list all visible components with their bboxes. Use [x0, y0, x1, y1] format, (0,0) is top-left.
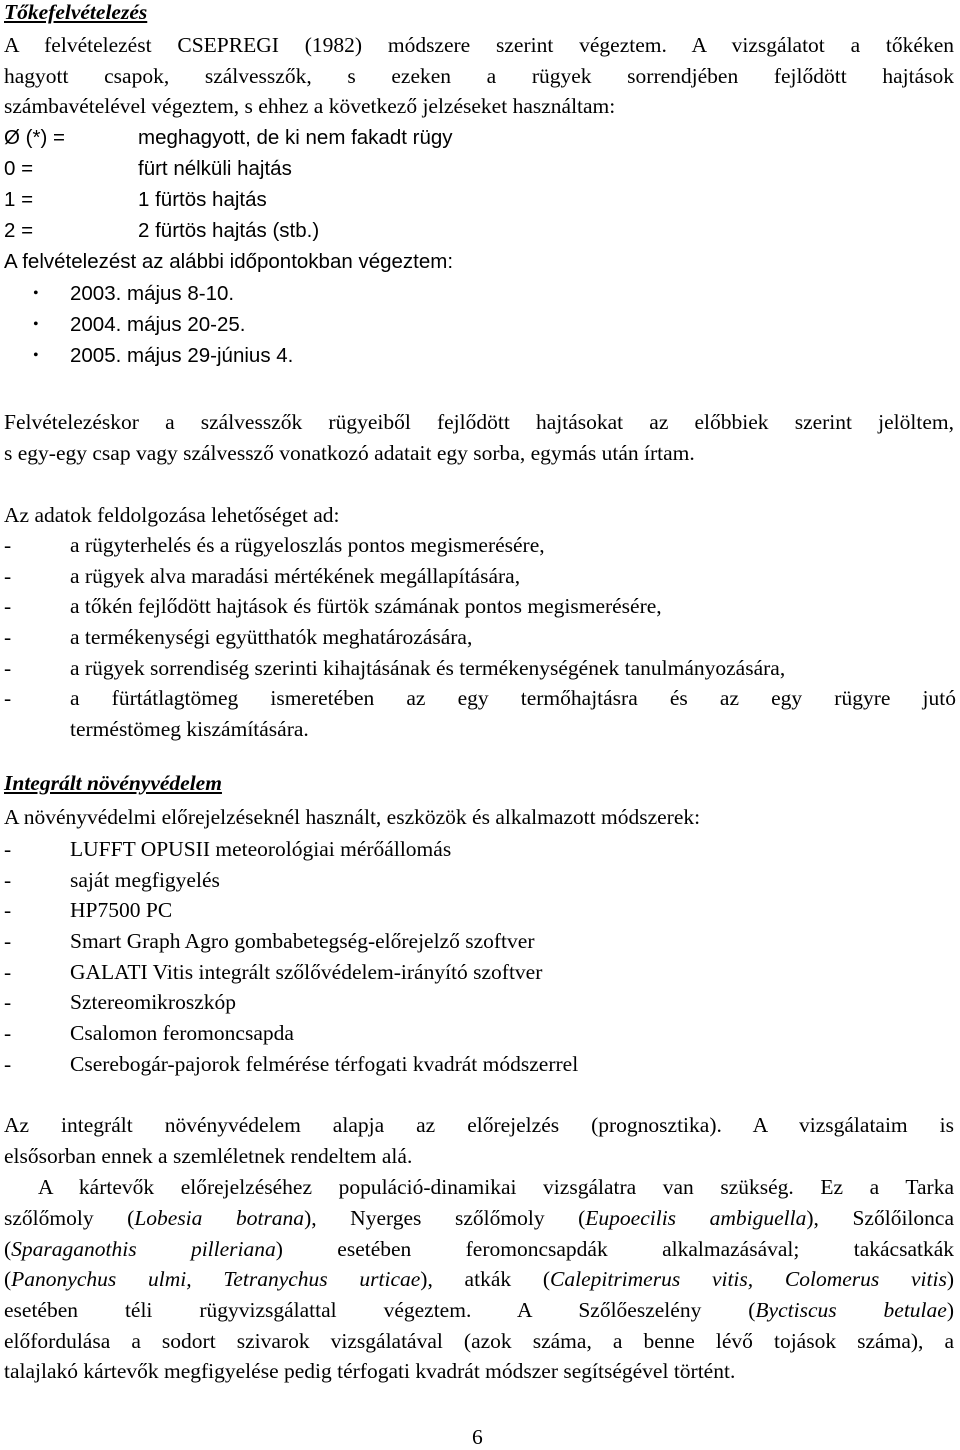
processing-item: a termékenységi együtthatók meghatározására,: [70, 625, 473, 649]
intro-line-1: A felvételezést CSEPREGI (1982) módszere szerint végeztem. A vizsgálatot a tőkéken: [4, 33, 954, 57]
code-meaning: 1 fürtös hajtás: [138, 188, 267, 211]
tool-item: HP7500 PC: [70, 898, 173, 922]
tool-item: GALATI Vitis integrált szőlővédelem-irányító szoftver: [70, 960, 543, 984]
tool-item: Cserebogár-pajorok felmérése térfogati kvadrát módszerrel: [70, 1052, 579, 1076]
processing-item: a tőkén fejlődött hajtások és fürtök számának pontos megismerésére,: [70, 594, 662, 618]
date-item: 2003. május 8-10.: [70, 282, 235, 305]
text-run: ): [946, 1267, 954, 1291]
code-row: [4, 219, 319, 243]
species-name: Panonychus ulmi, Tetranychus urticae: [11, 1267, 421, 1291]
tool-item: saját megfigyelés: [70, 868, 220, 892]
processing-item: a rügyterhelés és a rügyeloszlás pontos megismerésére,: [70, 533, 545, 557]
bullet-icon: •: [33, 347, 39, 364]
code-row: [4, 188, 267, 212]
ipm-para2-line-2: [4, 1206, 954, 1231]
tool-item: Sztereomikroszkóp: [70, 990, 236, 1014]
species-name: Byctiscus betulae: [755, 1298, 947, 1322]
code-meaning: fürt nélküli hajtás: [138, 157, 292, 180]
ipm-para1-line-2: elsősorban ennek a szemléletnek rendeltem alá.: [4, 1144, 413, 1168]
processing-intro: Az adatok feldolgozása lehetőséget ad:: [4, 503, 340, 527]
species-name: Sparaganothis pilleriana: [11, 1237, 276, 1261]
text-run: ), Szőlőilonca: [806, 1206, 954, 1230]
section-heading-tokefelvetelezes: Tőkefelvételezés: [4, 0, 148, 24]
text-run: ), atkák (: [420, 1267, 551, 1291]
bullet-icon: •: [33, 285, 39, 302]
species-name: Lobesia botrana: [134, 1206, 305, 1230]
para2-line-1: Felvételezéskor a szálvesszők rügyeiből fejlődött hajtásokat az előbbiek szerint jelöltem,: [4, 410, 954, 434]
dash-marker: -: [4, 1052, 12, 1076]
dash-marker: -: [4, 898, 12, 922]
dash-marker: -: [4, 594, 12, 618]
ipm-para2-line-4: [4, 1267, 954, 1292]
dash-marker: -: [4, 868, 12, 892]
ipm-para2-line-3: [4, 1237, 954, 1262]
ipm-para2-line-6: előfordulása a sodort szivarok vizsgálatával (azok száma, a benne lévő tojások száma), a: [4, 1329, 954, 1353]
ipm-para2-line-1: A kártevők előrejelzéséhez populáció-dinamikai vizsgálatra van szükség. Ez a Tarka: [38, 1175, 954, 1199]
dates-intro: A felvételezést az alábbi időpontokban végeztem:: [4, 250, 454, 273]
dash-marker: -: [4, 837, 12, 861]
dash-marker: -: [4, 533, 12, 557]
date-item: 2004. május 20-25.: [70, 313, 246, 336]
para2-line-2: s egy-egy csap vagy szálvessző vonatkozó adatait egy sorba, egymás után írtam.: [4, 441, 695, 465]
intro-line-2: hagyott csapok, szálvesszők, s ezeken a rügyek sorrendjében fejlődött hajtások: [4, 64, 954, 88]
dash-marker: -: [4, 1021, 12, 1045]
dash-marker: -: [4, 656, 12, 680]
intro-line-3: számbavételével végeztem, s ehhez a következő jelzéseket használtam:: [4, 94, 616, 118]
ipm-para2-line-5: [4, 1298, 954, 1323]
dash-marker: -: [4, 929, 12, 953]
text-run: esetében téli rügyvizsgálattal végeztem. A Szőlőeszelény (: [4, 1298, 756, 1322]
tool-item: LUFFT OPUSII meteorológiai mérőállomás: [70, 837, 452, 861]
code-meaning: 2 fürtös hajtás (stb.): [138, 219, 320, 242]
dash-marker: -: [4, 625, 12, 649]
text-run: ) esetében feromoncsapdák alkalmazásával; takácsatkák: [275, 1237, 955, 1261]
ipm-para2-line-7: talajlakó kártevők megfigyelése pedig térfogati kvadrát módszer segítségével történt.: [4, 1359, 736, 1383]
code-symbol: Ø (*) =: [4, 126, 65, 149]
code-meaning: meghagyott, de ki nem fakadt rügy: [138, 126, 453, 149]
processing-item-cont: terméstömeg kiszámítására.: [70, 717, 309, 741]
text-run: (: [4, 1267, 12, 1291]
species-name: Eupoecilis ambiguella: [585, 1206, 807, 1230]
code-row: [4, 126, 453, 150]
dash-marker: -: [4, 960, 12, 984]
dash-marker: -: [4, 564, 12, 588]
code-symbol: 0 =: [4, 157, 34, 180]
processing-item: a rügyek alva maradási mértékének megállapítására,: [70, 564, 521, 588]
tool-item: Smart Graph Agro gombabetegség-előrejelző szoftver: [70, 929, 535, 953]
text-run: (: [4, 1237, 12, 1261]
dash-marker: -: [4, 686, 12, 710]
text-run: ): [946, 1298, 954, 1322]
processing-item: a fürtátlagtömeg ismeretében az egy termőhajtásra és az egy rügyre jutó: [70, 686, 956, 710]
text-run: ), Nyerges szőlőmoly (: [304, 1206, 586, 1230]
processing-item: a rügyek sorrendiség szerinti kihajtásának és termékenységének tanulmányozására,: [70, 656, 786, 680]
code-row: [4, 157, 292, 181]
code-symbol: 2 =: [4, 219, 34, 242]
page-number: 6: [472, 1425, 483, 1449]
tool-item: Csalomon feromoncsapda: [70, 1021, 294, 1045]
ipm-para1-line-1: Az integrált növényvédelem alapja az előrejelzés (prognosztika). A vizsgálataim is: [4, 1113, 954, 1137]
section-heading-integralt: Integrált növényvédelem: [4, 771, 222, 795]
species-name: Calepitrimerus vitis, Colomerus vitis: [550, 1267, 947, 1291]
text-run: szőlőmoly (: [4, 1206, 135, 1230]
bullet-icon: •: [33, 316, 39, 333]
date-item: 2005. május 29-június 4.: [70, 344, 294, 367]
dash-marker: -: [4, 990, 12, 1014]
tools-intro: A növényvédelmi előrejelzéseknél használt, eszközök és alkalmazott módszerek:: [4, 805, 701, 829]
code-symbol: 1 =: [4, 188, 34, 211]
